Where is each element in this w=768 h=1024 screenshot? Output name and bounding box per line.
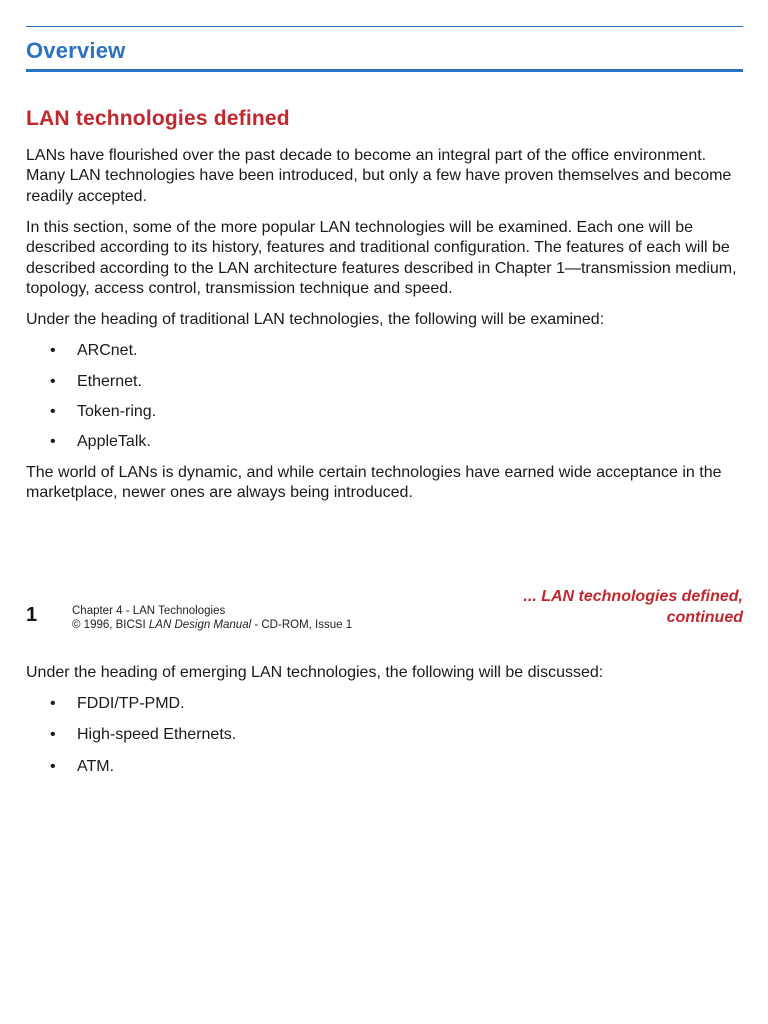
bullet-icon: • bbox=[50, 758, 56, 775]
bullet-icon: • bbox=[50, 695, 56, 712]
list-item-label: ARCnet. bbox=[77, 342, 138, 359]
section-heading: LAN technologies defined bbox=[26, 107, 290, 130]
list-item bbox=[50, 725, 236, 745]
paragraph-intro: LANs have flourished over the past decade to become an integral part of the office environment. Many LAN technologies have been introduced, but only a few have proven themselves and become readily accepted. bbox=[26, 147, 732, 205]
continued-heading: ... LAN technologies defined, continued bbox=[523, 588, 743, 626]
bullet-icon: • bbox=[50, 433, 56, 450]
book-title: LAN Design Manual bbox=[148, 619, 252, 631]
paragraph-closing: The world of LANs is dynamic, and while certain technologies have earned wide acceptance in the marketplace, newer ones are always being introduced. bbox=[26, 464, 722, 502]
list-item-label: FDDI/TP-PMD. bbox=[77, 695, 185, 712]
paragraph-traditional-heading: Under the heading of traditional LAN technologies, the following will be examined: bbox=[26, 311, 605, 328]
footer-chapter: Chapter 4 - LAN Technologies bbox=[72, 605, 226, 617]
bullet-icon: • bbox=[50, 726, 56, 743]
list-item bbox=[50, 372, 142, 392]
paragraph-emerging-heading: Under the heading of emerging LAN technologies, the following will be discussed: bbox=[26, 664, 604, 681]
list-item bbox=[50, 341, 137, 361]
list-item bbox=[50, 402, 156, 422]
list-item-label: Token-ring. bbox=[77, 403, 157, 420]
bullet-icon: • bbox=[50, 373, 56, 390]
list-item bbox=[50, 432, 151, 452]
page-title: Overview bbox=[26, 38, 126, 63]
footer-copyright: © 1996, BICSI LAN Design Manual - CD-ROM, Issue 1 bbox=[72, 619, 353, 631]
list-item-label: Ethernet. bbox=[77, 373, 142, 390]
list-item-label: ATM. bbox=[77, 758, 115, 775]
bullet-icon: • bbox=[50, 342, 56, 359]
list-item bbox=[50, 757, 114, 777]
page-number: 1 bbox=[26, 604, 38, 626]
bullet-icon: • bbox=[50, 403, 56, 420]
paragraph-section-scope: In this section, some of the more popular LAN technologies will be examined. Each one will be described according to its history, features and traditional configuration. The features of each will be described according to the LAN architecture features described in Chapter 1—transmission medium, topology, access control, transmission technique and speed. bbox=[26, 219, 737, 298]
list-item bbox=[50, 694, 185, 714]
list-item-label: High-speed Ethernets. bbox=[77, 726, 237, 743]
list-item-label: AppleTalk. bbox=[77, 433, 151, 450]
top-rule bbox=[26, 26, 743, 27]
title-underline bbox=[26, 69, 743, 72]
